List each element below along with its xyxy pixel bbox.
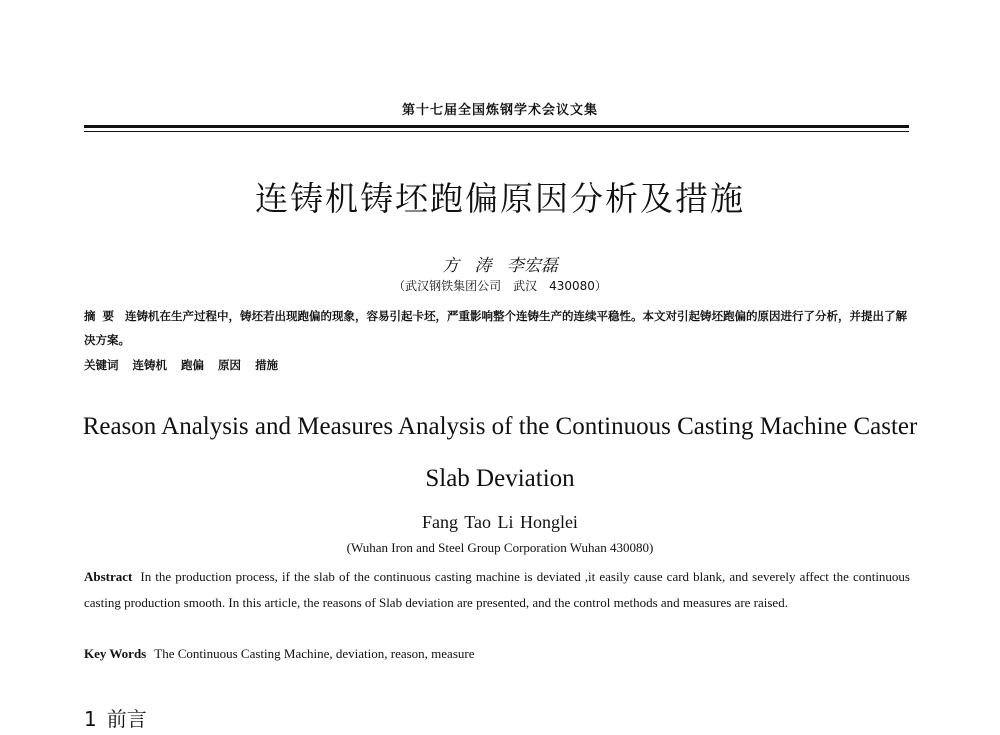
abstract-en-label: Abstract <box>84 569 133 584</box>
section-heading <box>84 703 147 732</box>
affiliation-en: (Wuhan Iron and Steel Group Corporation Wuhan 430080) <box>346 540 654 555</box>
section-title: 前言 <box>106 707 147 731</box>
keywords-cn <box>84 357 910 373</box>
keyword-cn-item: 措施 <box>255 358 279 372</box>
affiliation-cn: （武汉钢铁集团公司 武汉 430080） <box>393 279 607 293</box>
abstract-en <box>84 564 910 616</box>
authors-cn: 方 涛 李宏磊 <box>442 256 558 276</box>
abstract-cn <box>84 304 910 352</box>
paper-title-cn: 连铸机铸坯跑偏原因分析及措施 <box>255 179 745 218</box>
section-number: 1 <box>84 707 97 731</box>
keyword-cn-item: 连铸机 <box>132 358 168 372</box>
running-header: 第十七届全国炼钢学术会议文集 <box>401 103 598 118</box>
keywords-cn-label: 关键词 <box>84 358 119 372</box>
paper-title-en: Reason Analysis and Measures Analysis of the Continuous Casting Machine Caster Slab Deviation <box>82 413 918 492</box>
abstract-en-text: In the production process, if the slab of the continuous casting machine is deviated ,it easily cause card blank, and severely affect the continuous casting production smooth. In this article, the reasons of Slab deviation are presented, and the control methods and measures are raised. <box>84 569 910 610</box>
keywords-en-text: The Continuous Casting Machine, deviation, reason, measure <box>154 646 475 661</box>
keyword-cn-item: 跑偏 <box>181 358 205 372</box>
abstract-cn-text: 连铸机在生产过程中，铸坯若出现跑偏的现象，容易引起卡坯，严重影响整个连铸生产的连续平稳性。本文对引起铸坯跑偏的原因进行了分析，并提出了解决方案。 <box>84 309 907 347</box>
authors-en: Fang Tao Li Honglei <box>422 512 578 532</box>
header-rule-thin <box>84 131 909 132</box>
abstract-cn-label: 摘要 <box>84 309 121 323</box>
keywords-en-label: Key Words <box>84 646 147 661</box>
header-rule-thick <box>84 125 909 128</box>
keywords-en <box>84 646 910 662</box>
keyword-cn-item: 原因 <box>218 358 242 372</box>
